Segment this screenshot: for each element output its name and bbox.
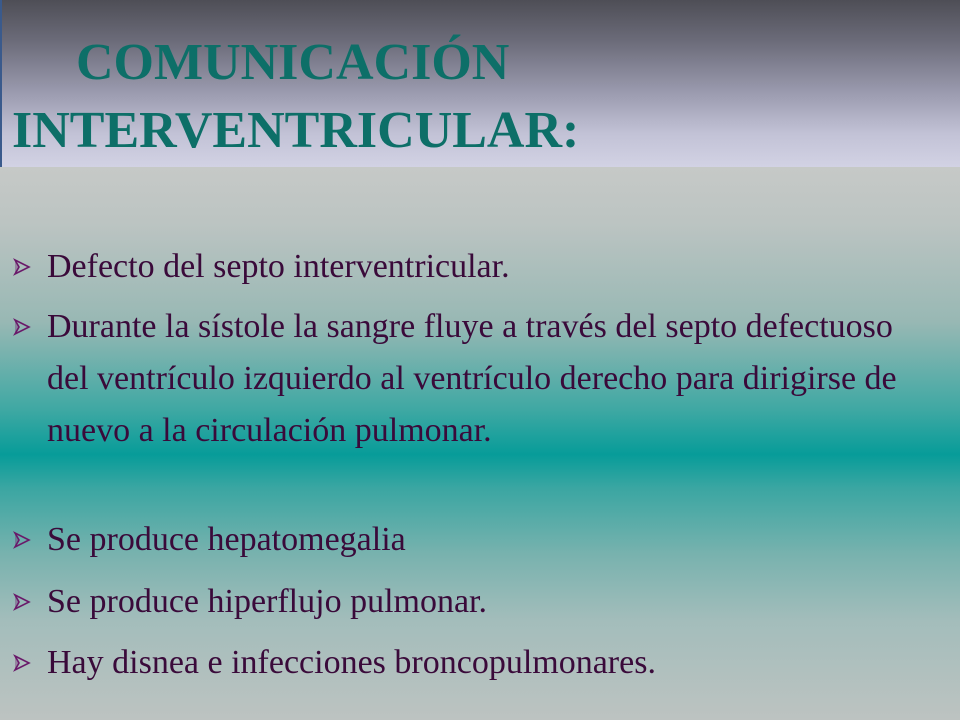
bullet-text: Defecto del septo interventricular. xyxy=(47,248,510,285)
arrowhead-bullet-icon xyxy=(12,317,32,337)
bullet-text: Durante la sístole la sangre fluye a través del septo defectuoso del ventrículo izquierdo al ventrículo derecho para dirigirse de nuevo a la circulación pulmonar. xyxy=(47,308,897,449)
slide-title-line-2: INTERVENTRICULAR: xyxy=(12,102,580,159)
bullet-text: Hay disnea e infecciones broncopulmonares. xyxy=(47,644,656,681)
bullet-text: Se produce hepatomegalia xyxy=(47,521,406,558)
slide-body xyxy=(0,167,960,720)
arrowhead-bullet-icon xyxy=(12,257,32,277)
arrowhead-bullet-icon xyxy=(12,592,32,612)
slide-title-line-1: COMUNICACIÓN xyxy=(76,34,510,91)
arrowhead-bullet-icon xyxy=(12,653,32,673)
title-band xyxy=(0,0,960,167)
bullet-text: Se produce hiperflujo pulmonar. xyxy=(47,583,488,620)
arrowhead-bullet-icon xyxy=(12,530,32,550)
